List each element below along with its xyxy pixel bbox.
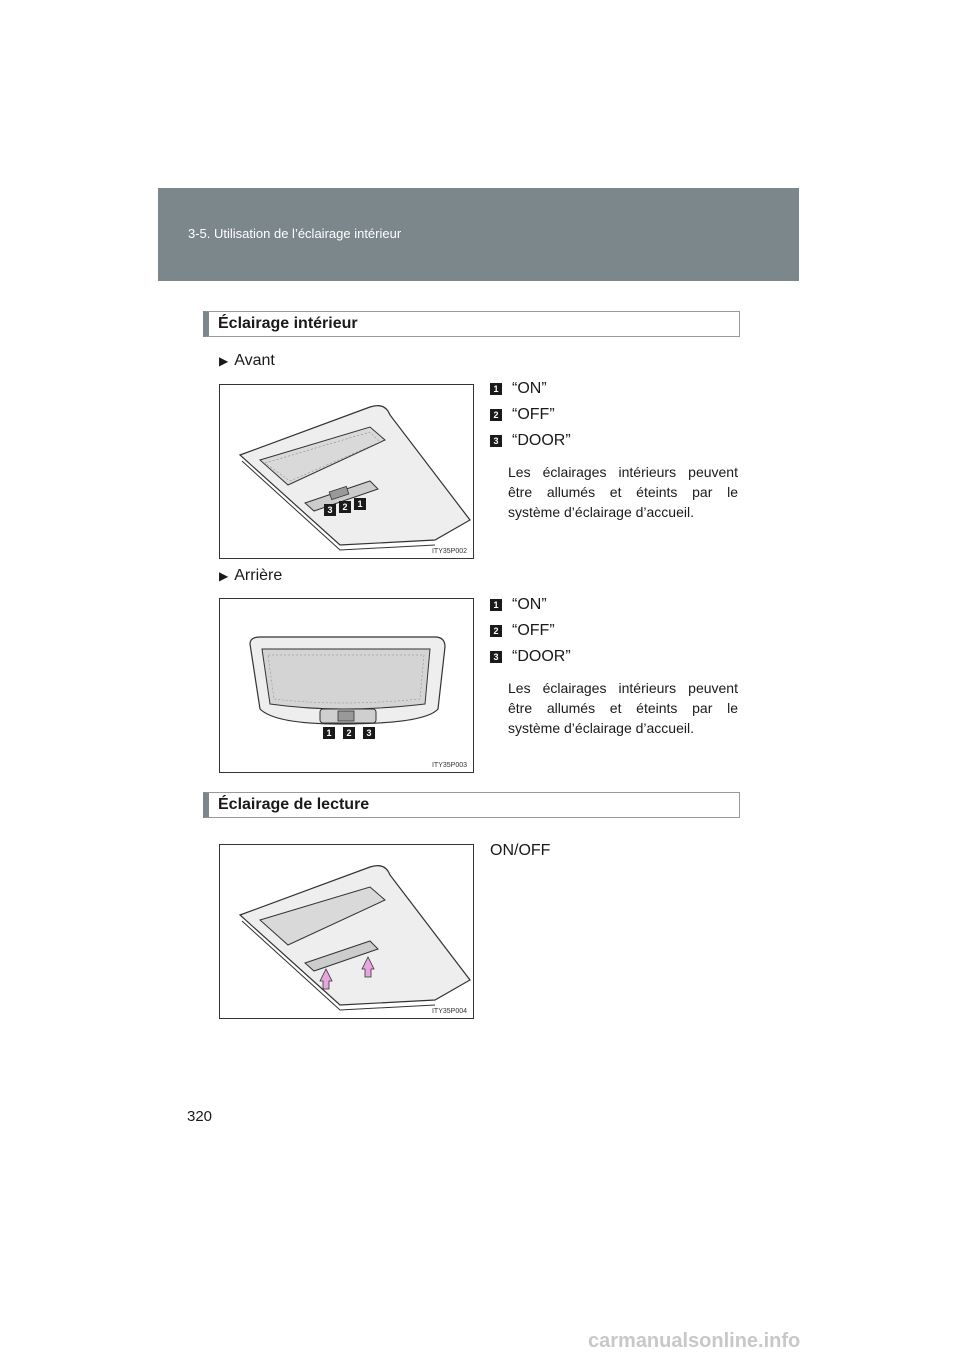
callout-badge: 2 — [343, 727, 355, 739]
rear-light-figure — [219, 598, 474, 773]
figure-code: ITY35P004 — [431, 1008, 467, 1015]
front-console-illustration — [220, 385, 474, 559]
section-title-reading — [203, 792, 740, 818]
chapter-header — [158, 188, 799, 281]
section-title-text: Éclairage intérieur — [218, 315, 358, 332]
callout-badge: 3 — [324, 504, 336, 516]
page-number: 320 — [187, 1108, 213, 1125]
section-title-interior — [203, 311, 740, 337]
reading-light-figure — [219, 844, 474, 1019]
rear-item-on: 1 “ON” — [490, 596, 547, 614]
front-note: Les éclairages intérieurs peuvent être allumés et éteints par le système d’éclairage d’accueil. — [508, 464, 738, 520]
front-item-on: 1 “ON” — [490, 380, 547, 398]
rear-note: Les éclairages intérieurs peuvent être allumés et éteints par le système d’éclairage d’accueil. — [508, 680, 738, 736]
front-item-off: 2 “OFF” — [490, 406, 555, 424]
triangle-bullet-icon: ▶ — [219, 569, 229, 583]
section-title-text: Éclairage de lecture — [218, 796, 370, 813]
front-light-figure — [219, 384, 474, 559]
breadcrumb: 3-5. Utilisation de l’éclairage intérieur — [188, 226, 402, 241]
callout-badge: 1 — [354, 498, 366, 510]
watermark: carmanualsonline.info — [588, 1330, 801, 1352]
rear-heading: ▶ Arrière — [219, 567, 283, 584]
figure-code: ITY35P003 — [431, 762, 467, 769]
reading-on-off: ON/OFF — [490, 842, 551, 859]
triangle-bullet-icon: ▶ — [219, 354, 229, 368]
figure-code: ITY35P002 — [431, 548, 467, 555]
rear-item-off: 2 “OFF” — [490, 622, 555, 640]
callout-badge: 2 — [339, 501, 351, 513]
callout-badge: 1 — [323, 727, 335, 739]
front-heading: ▶ Avant — [219, 352, 275, 369]
rear-item-door: 3 “DOOR” — [490, 648, 571, 666]
reading-console-illustration — [220, 845, 474, 1019]
front-item-door: 3 “DOOR” — [490, 432, 571, 450]
callout-badge: 3 — [363, 727, 375, 739]
rear-console-illustration — [220, 599, 474, 773]
